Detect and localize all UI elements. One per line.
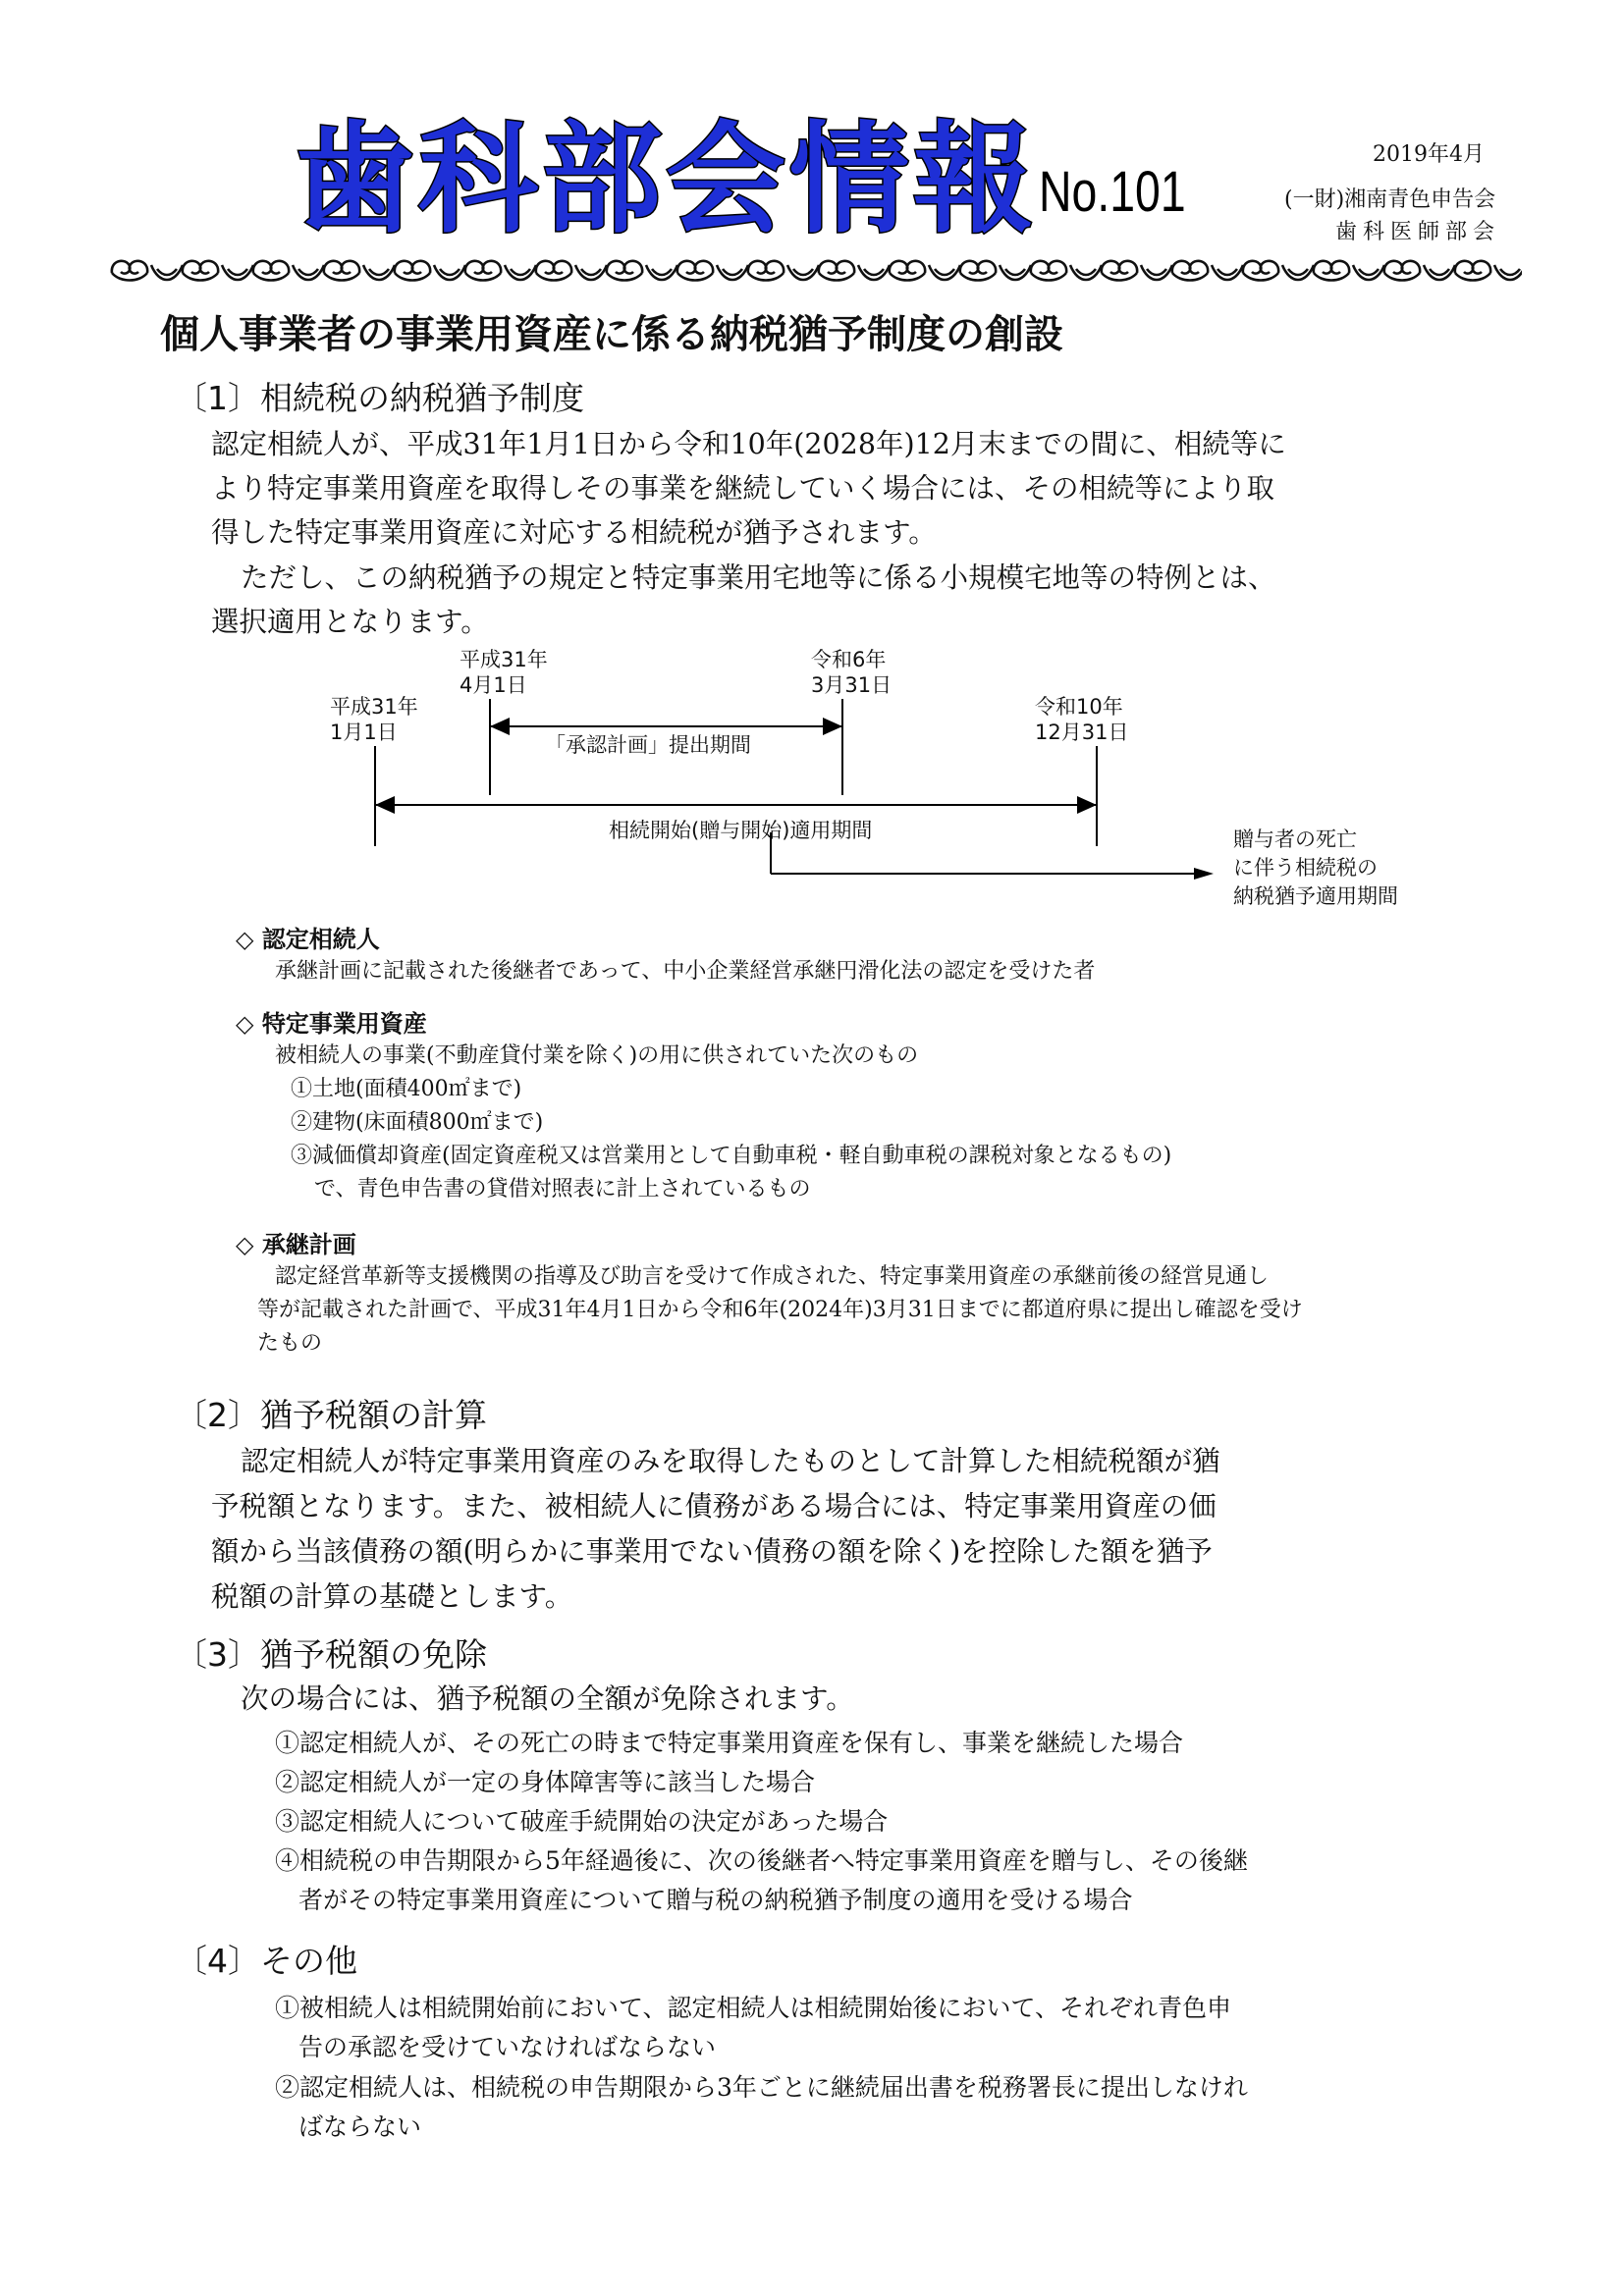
other-item: ②認定相続人は、相続税の申告期限から3年ごとに継続届出書を税務署長に提出しなけれ bbox=[275, 2073, 1248, 2102]
main-title: 個人事業者の事業用資産に係る納税猶予制度の創設 bbox=[160, 312, 1063, 357]
section1-heading: 〔1〕相続税の納税猶予制度 bbox=[175, 379, 584, 417]
section1-line-4: ただし、この納税猶予の規定と特定事業用宅地等に係る小規模宅地等の特例とは、 bbox=[241, 561, 1276, 594]
definition-text: ③減価償却資産(固定資産税又は営業用として自動車税・軽自動車税の課税対象となるもの) bbox=[291, 1144, 1172, 1168]
definition-heading-certified-heir: ◇ 認定相続人 bbox=[236, 926, 380, 953]
timeline-label-a-date: 1月1日 bbox=[330, 721, 398, 744]
definition-text: で、青色申告書の貸借対照表に計上されているもの bbox=[314, 1177, 811, 1201]
definition-heading-succession-plan: ◇ 承継計画 bbox=[236, 1231, 356, 1258]
exemption-item: ③認定相続人について破産手続開始の決定があった場合 bbox=[275, 1807, 889, 1836]
section2-line-4: 税額の計算の基礎とします。 bbox=[211, 1580, 573, 1613]
timeline-diagram bbox=[0, 0, 1623, 903]
section1-line-3: 得した特定事業用資産に対応する相続税が猶予されます。 bbox=[211, 516, 937, 549]
application-period-label: 相続開始(贈与開始)適用期間 bbox=[609, 819, 873, 842]
definition-text: ①土地(面積400㎡まで) bbox=[291, 1077, 522, 1101]
timeline-label-a-year: 平成31年 bbox=[330, 695, 418, 719]
approval-period-label: 「承認計画」提出期間 bbox=[545, 733, 751, 757]
timeline-label-b-date: 4月1日 bbox=[460, 673, 527, 697]
definition-text: 被相続人の事業(不動産貸付業を除く)の用に供されていた次のもの bbox=[275, 1043, 919, 1068]
issue-number: No.101 bbox=[1039, 160, 1186, 224]
definition-text: 承継計画に記載された後継者であって、中小企業経営承継円滑化法の認定を受けた者 bbox=[275, 959, 1096, 984]
section4-heading: 〔4〕その他 bbox=[175, 1942, 357, 1980]
timeline-label-d-date: 12月31日 bbox=[1035, 721, 1129, 744]
masthead-title: 歯科部会情報 bbox=[295, 110, 1037, 249]
other-item: ①被相続人は相続開始前において、認定相続人は相続開始後において、それぞれ青色申 bbox=[275, 1994, 1232, 2022]
definition-text: 等が記載された計画で、平成31年4月1日から令和6年(2024年)3月31日までに都道府県に提出し確認を受け bbox=[257, 1298, 1303, 1322]
timeline-label-c-year: 令和6年 bbox=[811, 648, 887, 671]
section2-line-2: 予税額となります。また、被相続人に債務がある場合には、特定事業用資産の価 bbox=[211, 1490, 1217, 1522]
section2-line-3: 額から当該債務の額(明らかに事業用でない債務の額を除く)を控除した額を猶予 bbox=[211, 1535, 1213, 1568]
section3-heading: 〔3〕猶予税額の免除 bbox=[175, 1635, 487, 1674]
timeline-label-b-year: 平成31年 bbox=[460, 648, 548, 671]
exemption-item: ④相続税の申告期限から5年経過後に、次の後継者へ特定事業用資産を贈与し、その後継 bbox=[275, 1846, 1248, 1875]
timeline-label-d-year: 令和10年 bbox=[1035, 695, 1123, 719]
gift-note-line-1: 贈与者の死亡 bbox=[1233, 828, 1357, 851]
other-item: 告の承認を受けていなければならない bbox=[298, 2033, 717, 2061]
definition-text: たもの bbox=[257, 1331, 323, 1356]
other-item: ばならない bbox=[298, 2112, 422, 2141]
section1-line-1: 認定相続人が、平成31年1月1日から令和10年(2028年)12月末までの間に、相続等に bbox=[211, 428, 1286, 460]
exemption-item: ②認定相続人が一定の身体障害等に該当した場合 bbox=[275, 1768, 816, 1796]
section3-intro: 次の場合には、猶予税額の全額が免除されます。 bbox=[241, 1682, 854, 1715]
section2-line-1: 認定相続人が特定事業用資産のみを取得したものとして計算した相続税額が猶 bbox=[241, 1445, 1220, 1477]
definition-text: ②建物(床面積800㎡まで) bbox=[291, 1110, 544, 1135]
publisher-department: 歯科医師部会 bbox=[1335, 220, 1501, 244]
timeline-label-c-date: 3月31日 bbox=[811, 673, 893, 697]
gift-note-line-2: に伴う相続税の bbox=[1233, 856, 1378, 880]
exemption-item: 者がその特定事業用資産について贈与税の納税猶予制度の適用を受ける場合 bbox=[298, 1886, 1133, 1914]
section2-heading: 〔2〕猶予税額の計算 bbox=[175, 1396, 487, 1434]
section1-line-2: より特定事業用資産を取得しその事業を継続していく場合には、その相続等により取 bbox=[211, 472, 1275, 505]
gift-note-line-3: 納税猶予適用期間 bbox=[1233, 884, 1398, 908]
definition-text: 認定経営革新等支援機関の指導及び助言を受けて作成された、特定事業用資産の承継前後の経営見通し bbox=[275, 1264, 1270, 1289]
exemption-item: ①認定相続人が、その死亡の時まで特定事業用資産を保有し、事業を継続した場合 bbox=[275, 1729, 1184, 1757]
publication-date: 2019年4月 bbox=[1373, 142, 1485, 167]
publisher-name: (一財)湘南青色申告会 bbox=[1284, 187, 1496, 212]
section1-line-5: 選択適用となります。 bbox=[211, 606, 489, 638]
definition-heading-business-assets: ◇ 特定事業用資産 bbox=[236, 1010, 427, 1038]
